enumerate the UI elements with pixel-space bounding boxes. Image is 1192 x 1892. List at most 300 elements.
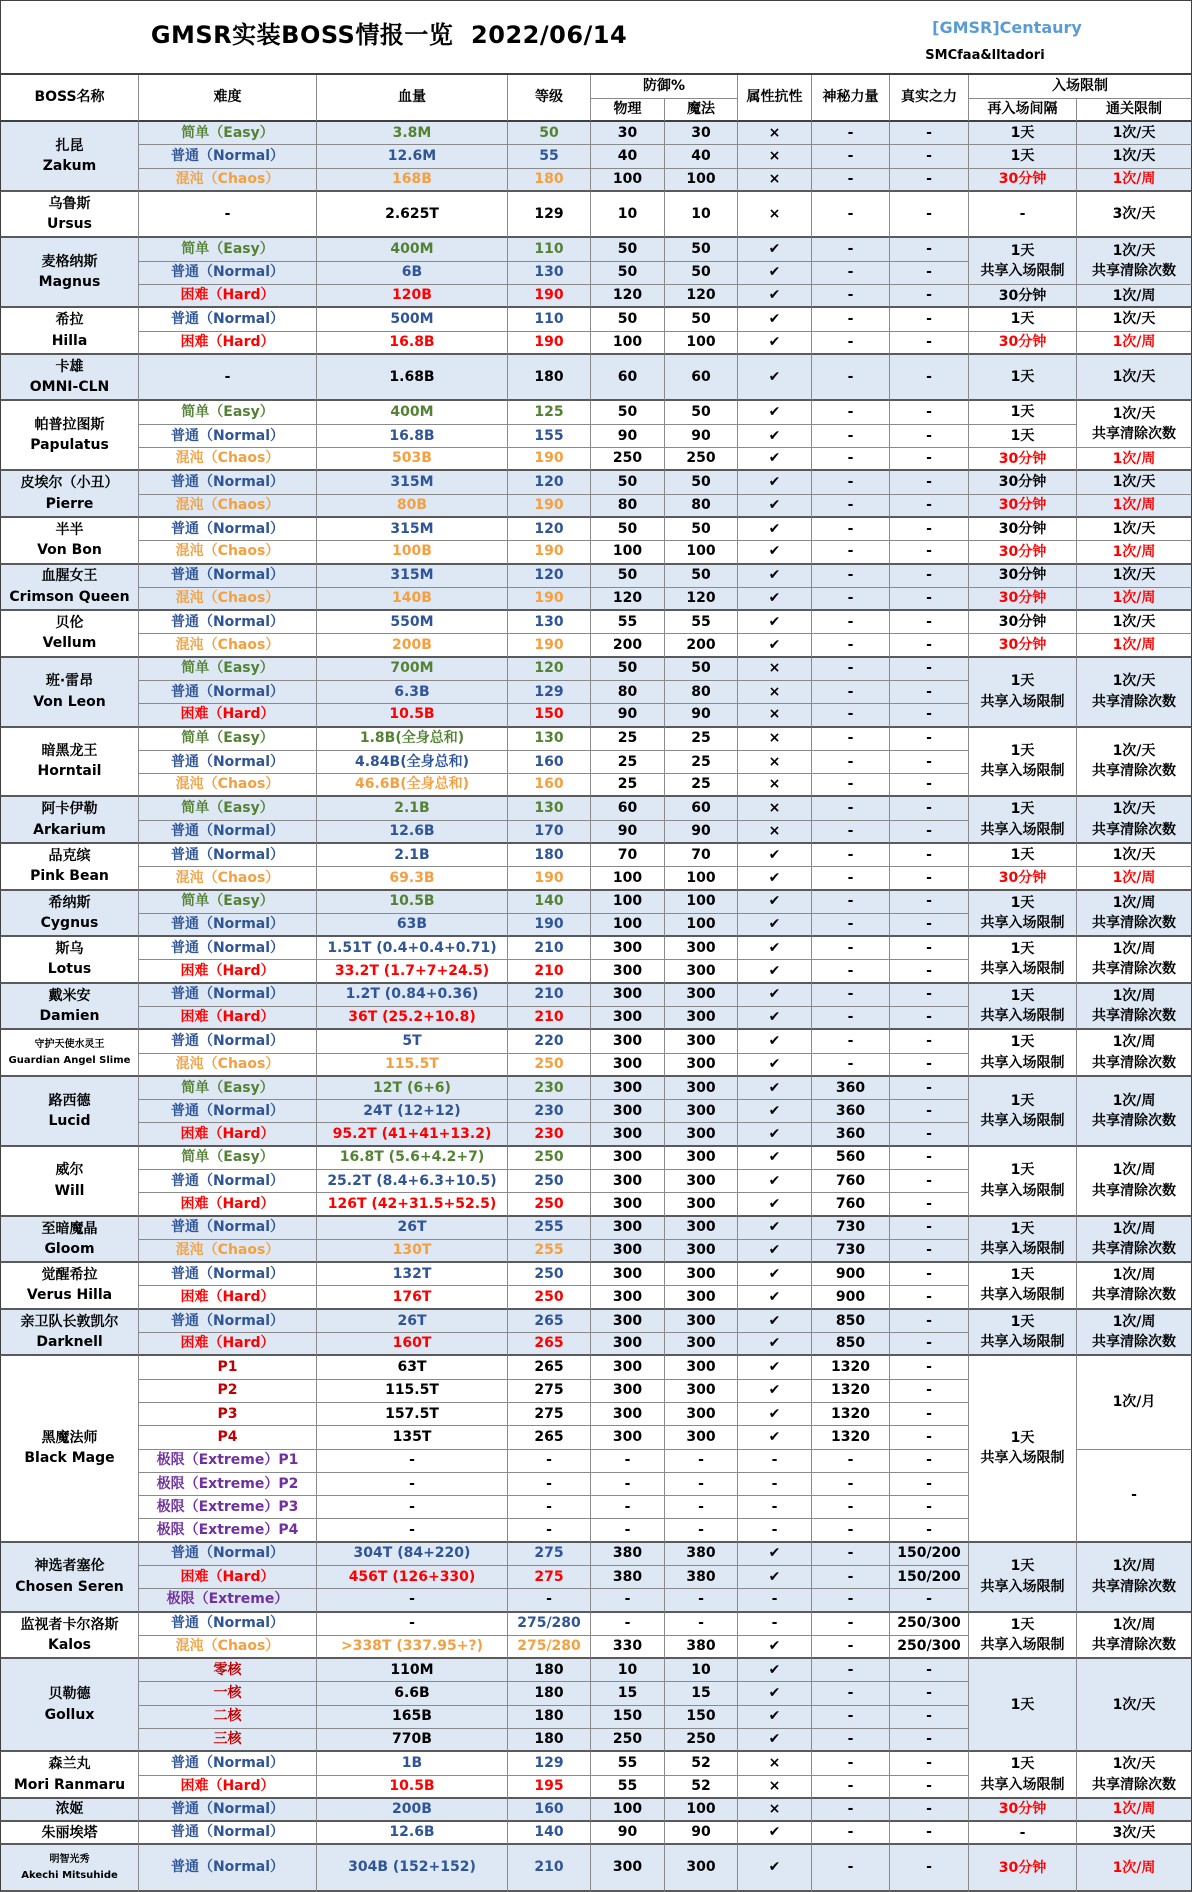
difficulty-value: 简单（Easy） — [181, 241, 274, 258]
physical-def-cell — [591, 1636, 665, 1659]
elemental-resist-value: × — [768, 683, 781, 700]
boss-name-en: Arkarium — [33, 821, 106, 838]
elemental-resist-cell — [738, 1659, 812, 1682]
clear-limit-text: 1次/天 — [1112, 801, 1156, 818]
reentry-cooldown-cell — [969, 1613, 1077, 1660]
hp-value: - — [409, 1521, 415, 1538]
difficulty-value: 普通（Normal） — [170, 1859, 285, 1876]
elemental-resist-cell — [738, 611, 812, 634]
authentic-force-value: - — [926, 1359, 932, 1376]
difficulty-cell — [139, 658, 317, 681]
arcane-force-cell — [812, 1147, 890, 1170]
level-value: 120 — [534, 660, 564, 677]
elemental-resist-value: ✔ — [768, 1242, 781, 1259]
boss-name-cell — [0, 1822, 139, 1845]
elemental-resist-value: - — [771, 1521, 778, 1538]
elemental-resist-cell — [738, 658, 812, 681]
hp-value: 33.2T (1.7+7+24.5) — [334, 962, 490, 979]
hp-cell — [317, 891, 508, 914]
authentic-force-cell — [890, 658, 969, 681]
authentic-force-value: - — [926, 148, 932, 165]
physical-def-cell — [591, 634, 665, 657]
level-value: 255 — [534, 1242, 564, 1259]
hp-cell — [317, 192, 508, 239]
boss-name-cn: 守护天使水灵王 — [34, 1038, 105, 1050]
elemental-resist-cell — [738, 169, 812, 192]
physical-def-value: 300 — [612, 1288, 643, 1305]
hp-cell — [317, 611, 508, 634]
difficulty-value: 普通（Normal） — [170, 846, 285, 863]
difficulty-value: 普通（Normal） — [170, 939, 285, 956]
hp-value: - — [409, 1498, 415, 1515]
level-cell — [508, 122, 591, 145]
level-value: 230 — [534, 1125, 564, 1142]
magic-def-cell — [665, 1519, 738, 1542]
difficulty-value: 普通（Normal） — [170, 264, 285, 281]
arcane-force-value: 730 — [835, 1242, 866, 1259]
level-value: 230 — [534, 1079, 564, 1096]
boss-name-en: Gollux — [44, 1706, 95, 1723]
magic-def-value: 50 — [691, 474, 711, 491]
difficulty-value: 普通（Normal） — [170, 1755, 285, 1771]
level-value: 180 — [534, 1708, 564, 1725]
reentry-cooldown-text: 共享入场限制 — [980, 1182, 1065, 1199]
arcane-force-cell — [812, 611, 890, 634]
authentic-force-value: - — [926, 1242, 932, 1259]
elemental-resist-cell — [738, 681, 812, 704]
physical-def-cell — [591, 448, 665, 471]
clear-limit-text: 1次/天 — [1112, 369, 1156, 386]
arcane-force-cell — [812, 1007, 890, 1030]
clear-limit-text: 1次/周 — [1112, 1558, 1156, 1575]
authentic-force-value: - — [926, 1265, 932, 1282]
difficulty-value: 普通（Normal） — [170, 427, 285, 444]
level-value: 160 — [534, 1801, 564, 1818]
elemental-resist-value: ✔ — [768, 1125, 781, 1142]
level-cell — [508, 681, 591, 704]
arcane-force-value: - — [847, 241, 854, 258]
hp-cell — [317, 1496, 508, 1519]
magic-def-value: 80 — [691, 496, 711, 513]
arcane-force-cell — [812, 122, 890, 145]
elemental-resist-value: ✔ — [768, 567, 781, 584]
authentic-force-cell — [890, 262, 969, 285]
clear-limit-text: 共享清除次数 — [1092, 426, 1176, 443]
boss-name-cn: 路西德 — [48, 1092, 91, 1109]
magic-def-value: 300 — [686, 962, 716, 979]
magic-def-cell — [665, 1682, 738, 1705]
boss-name-en: Von Leon — [33, 693, 106, 710]
physical-def-cell — [591, 1566, 665, 1589]
reentry-cooldown-text: 1天 — [1010, 743, 1035, 760]
authentic-force-cell — [890, 844, 969, 867]
boss-name-cell — [0, 891, 139, 938]
authentic-force-value: - — [926, 333, 932, 350]
authentic-force-cell — [890, 1822, 969, 1845]
authentic-force-cell — [890, 1636, 969, 1659]
clear-limit-cell — [1077, 984, 1192, 1031]
level-cell — [508, 797, 591, 820]
authentic-force-cell — [890, 704, 969, 727]
arcane-force-cell — [812, 1240, 890, 1263]
magic-def-value: 300 — [686, 1382, 716, 1399]
level-value: 180 — [534, 1661, 564, 1678]
boss-name-cell — [0, 1659, 139, 1752]
difficulty-cell — [139, 1729, 317, 1752]
level-value: 190 — [534, 287, 564, 304]
magic-def-value: 250 — [686, 450, 716, 467]
level-cell — [508, 471, 591, 494]
col-magic-def: 魔法 — [665, 99, 738, 122]
elemental-resist-cell — [738, 1822, 812, 1845]
authentic-force-cell — [890, 867, 969, 890]
arcane-force-value: - — [847, 1685, 854, 1702]
arcane-force-cell — [812, 355, 890, 402]
physical-def-value: 300 — [612, 1359, 643, 1376]
elemental-resist-cell — [738, 448, 812, 471]
magic-def-value: - — [698, 1475, 704, 1492]
difficulty-cell — [139, 588, 317, 611]
magic-def-cell — [665, 1799, 738, 1822]
boss-name-en: Pierre — [45, 495, 94, 512]
arcane-force-cell — [812, 658, 890, 681]
authentic-force-value: - — [926, 1335, 932, 1352]
authentic-force-value: - — [926, 730, 932, 747]
magic-def-value: 100 — [686, 893, 716, 910]
page-title: GMSR实装BOSS情报一览 2022/06/14 — [150, 21, 628, 49]
arcane-force-value: - — [847, 496, 854, 513]
hp-cell — [317, 1613, 508, 1636]
reentry-cooldown-text: 1天 — [1010, 242, 1035, 259]
level-value: 190 — [534, 543, 564, 560]
arcane-force-cell — [812, 401, 890, 424]
authentic-force-value: - — [926, 368, 932, 385]
hp-cell — [317, 960, 508, 983]
col-reentry-cooldown: 再入场间隔 — [969, 99, 1077, 122]
difficulty-value: 混沌（Chaos） — [175, 496, 280, 513]
level-value: 50 — [539, 124, 559, 141]
magic-def-cell — [665, 169, 738, 192]
elemental-resist-cell — [738, 1613, 812, 1636]
hp-value: 16.8B — [389, 333, 435, 350]
arcane-force-value: 560 — [835, 1149, 866, 1166]
arcane-force-value: - — [847, 846, 854, 863]
difficulty-cell — [139, 1030, 317, 1053]
level-cell — [508, 308, 591, 331]
arcane-force-value: - — [847, 333, 854, 350]
elemental-resist-cell — [738, 122, 812, 145]
arcane-force-value: - — [847, 170, 854, 187]
hp-value: 16.8T (5.6+4.2+7) — [339, 1149, 485, 1166]
difficulty-cell — [139, 238, 317, 261]
difficulty-cell — [139, 192, 317, 239]
difficulty-cell — [139, 1450, 317, 1473]
magic-def-value: 300 — [686, 1265, 716, 1282]
elemental-resist-value: × — [768, 205, 781, 222]
magic-def-value: 100 — [686, 869, 716, 886]
arcane-force-cell — [812, 681, 890, 704]
physical-def-value: 300 — [612, 986, 643, 1003]
difficulty-value: 普通（Normal） — [170, 1219, 285, 1236]
arcane-force-cell — [812, 1589, 890, 1612]
hp-value: 1.8B(全身总和) — [359, 730, 465, 747]
physical-def-cell — [591, 1123, 665, 1146]
clear-limit-cell — [1077, 1543, 1192, 1613]
elemental-resist-cell — [738, 425, 812, 448]
level-cell — [508, 1799, 591, 1822]
arcane-force-cell — [812, 448, 890, 471]
elemental-resist-cell — [738, 285, 812, 308]
physical-def-cell — [591, 797, 665, 820]
clear-limit-text: 1次/周 — [1112, 869, 1156, 886]
arcane-force-value: - — [847, 1615, 854, 1632]
arcane-force-value: - — [847, 368, 854, 385]
authentic-force-cell — [890, 1263, 969, 1286]
difficulty-cell — [139, 1845, 317, 1892]
difficulty-cell — [139, 1240, 317, 1263]
level-value: 210 — [534, 1859, 564, 1876]
clear-limit-text: - — [1131, 1486, 1137, 1503]
hp-cell — [317, 1240, 508, 1263]
difficulty-value: 普通（Normal） — [170, 567, 285, 584]
difficulty-value: 普通（Normal） — [170, 683, 285, 700]
elemental-resist-value: ✔ — [768, 474, 781, 491]
elemental-resist-cell — [738, 1589, 812, 1612]
authentic-force-value: - — [926, 1195, 932, 1212]
clear-limit-cell — [1077, 1799, 1192, 1822]
physical-def-cell — [591, 1286, 665, 1309]
authentic-force-cell — [890, 1240, 969, 1263]
difficulty-cell — [139, 681, 317, 704]
arcane-force-value: 1320 — [831, 1405, 870, 1422]
hp-value: 165B — [392, 1708, 432, 1725]
elemental-resist-value: ✔ — [768, 1731, 781, 1748]
magic-def-cell — [665, 1752, 738, 1775]
elemental-resist-value: ✔ — [768, 1545, 781, 1562]
elemental-resist-cell — [738, 1752, 812, 1775]
boss-name-cn: 阿卡伊勒 — [41, 801, 98, 818]
elemental-resist-value: ✔ — [768, 613, 781, 630]
arcane-force-cell — [812, 797, 890, 820]
authentic-force-value: - — [926, 1382, 932, 1399]
magic-def-cell — [665, 1030, 738, 1053]
authentic-force-cell — [890, 425, 969, 448]
elemental-resist-value: ✔ — [768, 869, 781, 886]
level-cell — [508, 1822, 591, 1845]
difficulty-value: 普通（Normal） — [170, 311, 285, 328]
magic-def-value: 300 — [686, 1079, 716, 1096]
difficulty-cell — [139, 1822, 317, 1845]
clear-limit-text: 1次/天 — [1112, 743, 1156, 760]
clear-limit-cell — [1077, 285, 1192, 308]
authentic-force-value: - — [926, 543, 932, 560]
elemental-resist-cell — [738, 1496, 812, 1519]
elemental-resist-value: ✔ — [768, 846, 781, 863]
authentic-force-value: - — [926, 1079, 932, 1096]
level-cell — [508, 1659, 591, 1682]
arcane-force-value: - — [847, 962, 854, 979]
physical-def-cell — [591, 821, 665, 844]
boss-name-cn: 皮埃尔（小丑） — [20, 475, 119, 492]
level-value: 130 — [534, 264, 564, 281]
magic-def-value: 90 — [691, 706, 711, 723]
level-cell — [508, 1054, 591, 1077]
hp-value: 63B — [396, 916, 428, 933]
boss-name-cell — [0, 611, 139, 658]
arcane-force-value: - — [847, 1755, 854, 1771]
difficulty-value: P4 — [217, 1428, 238, 1445]
magic-def-value: 300 — [686, 1055, 716, 1072]
physical-def-value: 120 — [612, 287, 643, 304]
magic-def-value: 300 — [686, 1033, 716, 1050]
reentry-cooldown-text: 1天 — [1010, 1558, 1035, 1575]
boss-name-cell — [0, 1077, 139, 1147]
elemental-resist-value: × — [768, 124, 781, 141]
authentic-force-value: - — [926, 636, 932, 653]
reentry-cooldown-cell — [969, 238, 1077, 285]
elemental-resist-value: ✔ — [768, 1428, 781, 1445]
arcane-force-value: - — [847, 474, 854, 491]
hp-value: 135T — [392, 1428, 432, 1445]
reentry-cooldown-text: 30分钟 — [998, 334, 1047, 351]
boss-name-cn: 扎昆 — [55, 137, 84, 154]
physical-def-value: 300 — [612, 1242, 643, 1259]
arcane-force-cell — [812, 937, 890, 960]
reentry-cooldown-text: 30分钟 — [998, 450, 1047, 467]
arcane-force-value: - — [847, 264, 854, 281]
authentic-force-value: - — [926, 800, 932, 817]
hp-value: 4.84B(全身总和) — [354, 753, 469, 770]
hp-cell — [317, 728, 508, 751]
arcane-force-value: - — [847, 683, 854, 700]
authentic-force-value: - — [926, 450, 932, 467]
difficulty-value: 困难（Hard） — [180, 1777, 275, 1794]
physical-def-value: 300 — [612, 1033, 643, 1050]
difficulty-cell — [139, 285, 317, 308]
reentry-cooldown-cell — [969, 285, 1077, 308]
elemental-resist-cell — [738, 1636, 812, 1659]
authentic-force-value: - — [926, 1102, 932, 1119]
elemental-resist-value: ✔ — [768, 1312, 781, 1329]
difficulty-cell — [139, 1147, 317, 1170]
physical-def-cell — [591, 518, 665, 541]
physical-def-value: 300 — [612, 1125, 643, 1142]
authentic-force-cell — [890, 1613, 969, 1636]
difficulty-cell — [139, 1519, 317, 1542]
clear-limit-cell — [1077, 169, 1192, 192]
difficulty-cell — [139, 1403, 317, 1426]
level-value: 125 — [534, 404, 564, 421]
physical-def-value: 300 — [612, 1405, 643, 1422]
physical-def-value: 50 — [617, 241, 638, 258]
arcane-force-cell — [812, 1845, 890, 1892]
hp-cell — [317, 1473, 508, 1496]
elemental-resist-value: - — [771, 1615, 778, 1632]
physical-def-cell — [591, 145, 665, 168]
difficulty-cell — [139, 797, 317, 820]
hp-value: 160T — [392, 1335, 432, 1352]
server-label: [GMSR]Centaury — [932, 18, 1082, 37]
elemental-resist-value: × — [768, 148, 781, 165]
physical-def-value: 300 — [612, 1149, 643, 1166]
elemental-resist-cell — [738, 1473, 812, 1496]
arcane-force-cell — [812, 495, 890, 518]
level-cell — [508, 145, 591, 168]
physical-def-cell — [591, 1030, 665, 1053]
arcane-force-cell — [812, 891, 890, 914]
level-value: 129 — [534, 683, 564, 700]
arcane-force-cell — [812, 1170, 890, 1193]
difficulty-value: 普通（Normal） — [170, 986, 285, 1003]
difficulty-cell — [139, 914, 317, 937]
level-cell — [508, 1193, 591, 1216]
elemental-resist-cell — [738, 1007, 812, 1030]
magic-def-cell — [665, 588, 738, 611]
elemental-resist-value: ✔ — [768, 1638, 781, 1655]
reentry-cooldown-text: 共享入场限制 — [980, 693, 1065, 710]
physical-def-value: 100 — [612, 916, 643, 933]
boss-name-cell — [0, 565, 139, 612]
arcane-force-value: - — [847, 1638, 854, 1655]
boss-name-cell — [0, 984, 139, 1031]
authentic-force-value: - — [926, 1755, 932, 1771]
magic-def-cell — [665, 1426, 738, 1449]
reentry-cooldown-cell — [969, 1799, 1077, 1822]
arcane-force-value: - — [847, 1033, 854, 1050]
clear-limit-text: 1次/周 — [1112, 334, 1156, 351]
physical-def-value: 50 — [617, 264, 638, 281]
elemental-resist-cell — [738, 751, 812, 774]
magic-def-value: 25 — [691, 776, 711, 793]
hp-value: 10.5B — [389, 706, 435, 723]
physical-def-value: - — [624, 1615, 631, 1632]
difficulty-value: 三核 — [213, 1731, 242, 1748]
reentry-cooldown-text: 1天 — [1010, 987, 1035, 1004]
magic-def-value: 50 — [691, 311, 711, 328]
boss-name-cn: 朱丽埃塔 — [41, 1824, 98, 1841]
clear-limit-text: 1次/天 — [1112, 520, 1156, 537]
authentic-force-cell — [890, 937, 969, 960]
hp-cell — [317, 448, 508, 471]
magic-def-cell — [665, 1706, 738, 1729]
clear-limit-cell — [1077, 1659, 1192, 1752]
level-cell — [508, 1776, 591, 1799]
elemental-resist-value: × — [768, 170, 781, 187]
level-cell — [508, 704, 591, 727]
arcane-force-value: - — [847, 730, 854, 747]
level-cell — [508, 1752, 591, 1775]
hp-value: 304T (84+220) — [353, 1545, 471, 1562]
elemental-resist-cell — [738, 1193, 812, 1216]
authentic-force-value: - — [926, 916, 932, 933]
authentic-force-cell — [890, 1147, 969, 1170]
reentry-cooldown-cell — [969, 1356, 1077, 1542]
magic-def-value: 90 — [691, 822, 711, 839]
hp-cell — [317, 1007, 508, 1030]
hp-value: 700M — [390, 660, 434, 677]
level-cell — [508, 1030, 591, 1053]
arcane-force-value: - — [847, 869, 854, 886]
boss-name-en: Zakum — [42, 157, 97, 174]
reentry-cooldown-cell — [969, 122, 1077, 145]
elemental-resist-value: - — [771, 1591, 778, 1608]
boss-name-en: Will — [54, 1182, 85, 1199]
reentry-cooldown-cell — [969, 588, 1077, 611]
reentry-cooldown-cell — [969, 1030, 1077, 1077]
difficulty-cell — [139, 1659, 317, 1682]
clear-limit-text: 共享清除次数 — [1092, 961, 1176, 978]
physical-def-value: 50 — [617, 520, 638, 537]
